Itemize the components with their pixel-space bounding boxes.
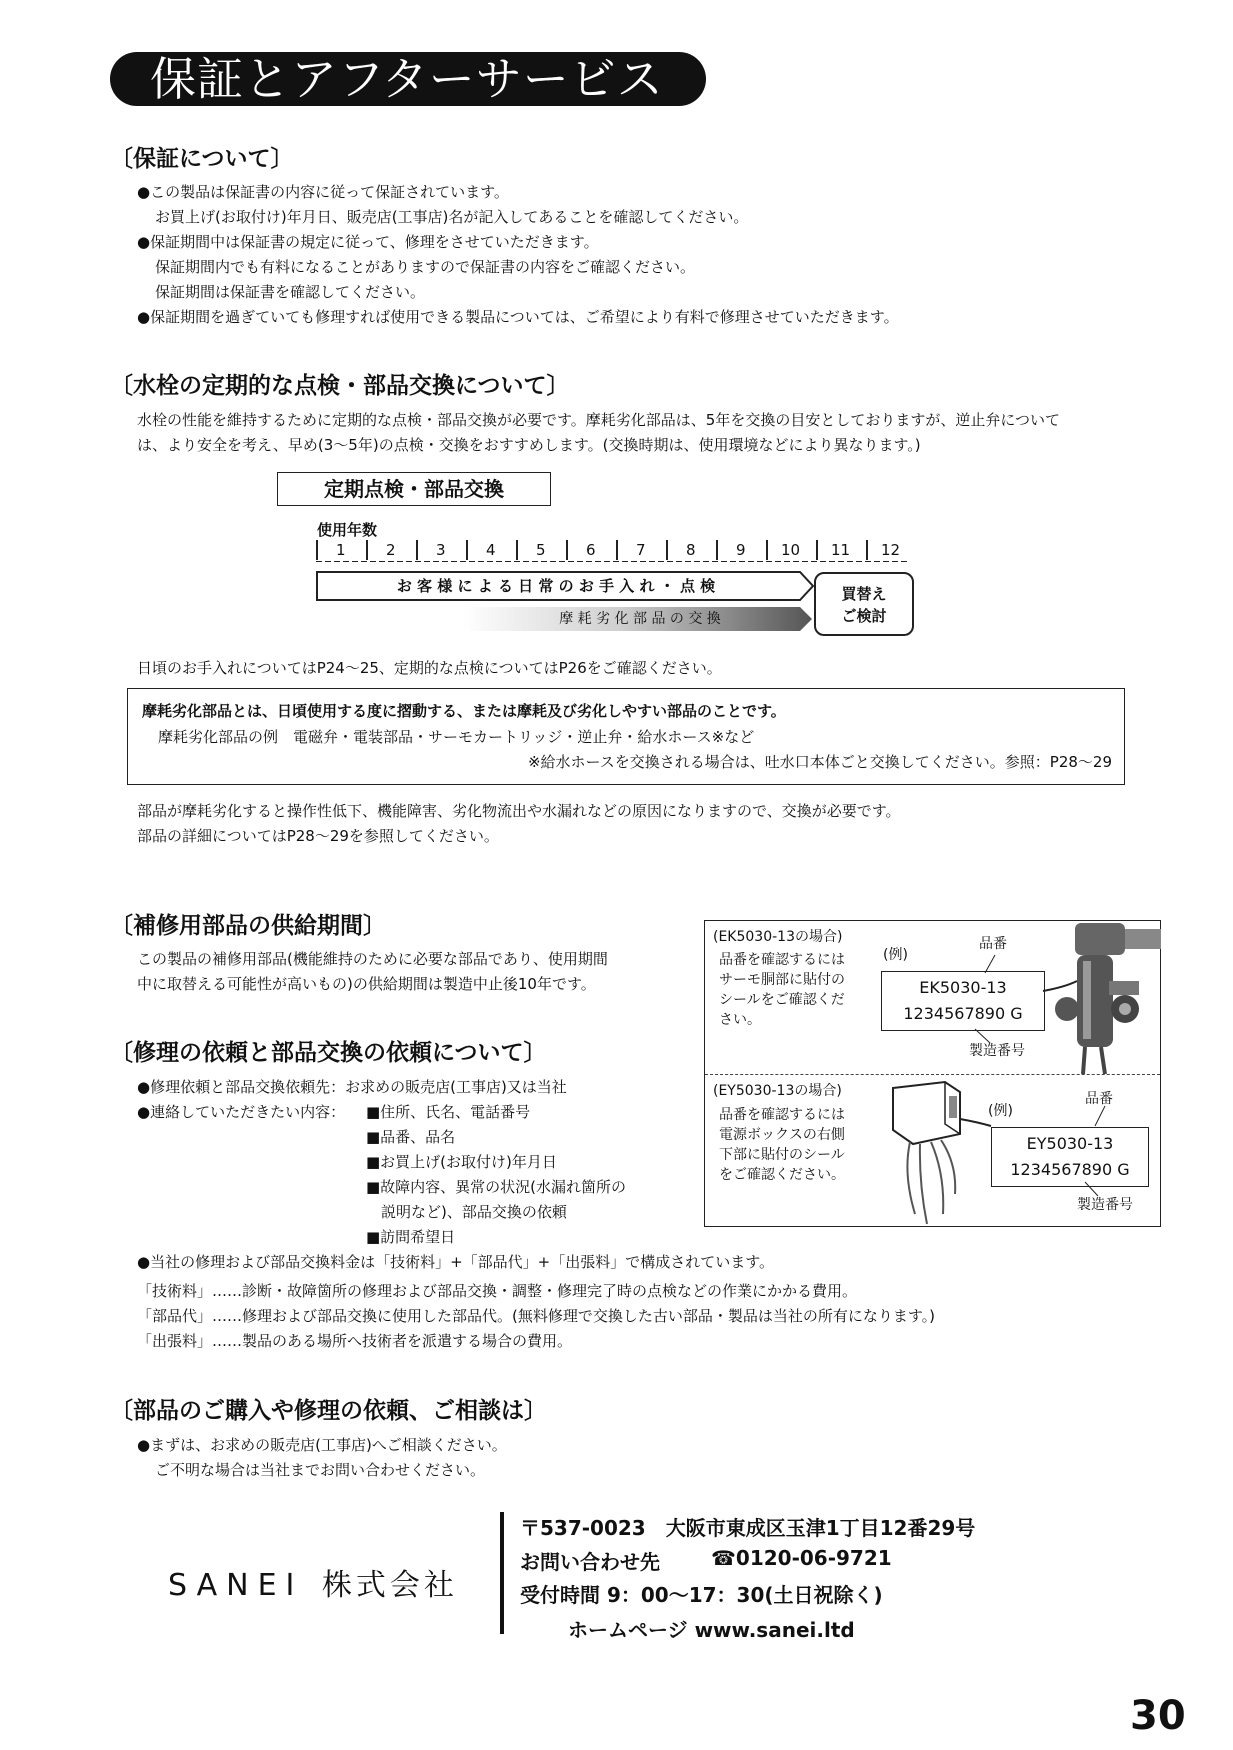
company-hours: 受付時間 9：00〜17：30(土日祝除く) xyxy=(520,1583,883,1607)
repair-info-item: 説明など)、部品交換の依頼 xyxy=(381,1203,567,1221)
years-scale xyxy=(316,540,910,564)
inspection-intro: は、より安全を考え、早め(3〜5年)の点検・交換をおすすめします。(交換時期は、使用環境などにより異なります。) xyxy=(137,436,921,454)
year-tick: 6 xyxy=(586,541,596,559)
warranty-line: ●保証期間を過ぎていても修理すれば使用できる製品については、ご希望により有料で修理させていただきます。 xyxy=(137,308,899,326)
inspection-after: 部品の詳細についてはP28〜29を参照してください。 xyxy=(137,827,499,845)
case1-faucet-illustration xyxy=(705,921,1162,1074)
repair-heading: 〔修理の依頼と部品交換の依頼について〕 xyxy=(110,1040,547,1066)
warranty-line: 保証期間内でも有料になることがありますので保証書の内容をご確認ください。 xyxy=(155,258,696,276)
diagram-title: 定期点検・部品交換 xyxy=(277,472,551,506)
case2-example: (例) xyxy=(988,1103,1013,1119)
year-tick: 10 xyxy=(781,541,801,559)
repair-fee: 「出張料」……製品のある場所へ技術者を派遣する場合の費用。 xyxy=(137,1332,573,1350)
repair-info-item: ■故障内容、異常の状況(水漏れ箇所の xyxy=(366,1178,627,1196)
company-contact-label: お問い合わせ先 xyxy=(520,1550,660,1574)
year-tick: 7 xyxy=(636,541,646,559)
warranty-heading: 〔保証について〕 xyxy=(110,146,294,172)
case1-desc-line: さい。 xyxy=(719,1012,761,1028)
case1-model: EK5030-13 xyxy=(919,978,1007,997)
year-tick: 8 xyxy=(686,541,696,559)
case2-power-box-illustration xyxy=(705,1074,1162,1227)
case2-model: EY5030-13 xyxy=(1026,1134,1114,1153)
year-tick: 4 xyxy=(486,541,496,559)
purchase-line: ご不明な場合は当社までお問い合わせください。 xyxy=(155,1461,486,1479)
repair-info-item: ■お買上げ(お取付け)年月日 xyxy=(366,1153,557,1171)
repair-fee: 「技術料」……診断・故障箇所の修理および部品交換・調整・修理完了時の点検などの作業にかかる費用。 xyxy=(137,1282,858,1300)
daily-care-label: お 客 様 に よ る 日 常 の お 手 入 れ ・ 点 検 xyxy=(396,577,716,595)
case2-desc-line: をご確認ください。 xyxy=(719,1167,845,1183)
definition-line: ※給水ホースを交換される場合は、吐水口本体ごと交換してください。参照：P28〜29 xyxy=(527,753,1112,771)
company-suffix: 株式会社 xyxy=(321,1568,458,1603)
definition-line: 摩耗劣化部品の例 電磁弁・電装部品・サーモカートリッジ・逆止弁・給水ホース※など xyxy=(158,728,755,746)
replacement-line: ご検討 xyxy=(841,607,887,625)
case2-serial: 1234567890 G xyxy=(1010,1160,1130,1179)
inspection-note: 日頃のお手入れについてはP24〜25、定期的な点検についてはP26をご確認ください。 xyxy=(137,659,722,677)
warranty-line: 保証期間は保証書を確認してください。 xyxy=(155,283,426,301)
supply-line: この製品の補修用部品(機能維持のために必要な部品であり、使用期間 xyxy=(137,950,608,968)
company-homepage: ホームページ www.sanei.ltd xyxy=(568,1618,855,1642)
replacement-box xyxy=(814,572,914,636)
repair-info-item: ■品番、品名 xyxy=(366,1128,456,1146)
repair-fee-line: ●当社の修理および部品交換料金は「技術料」+「部品代」+「出張料」で構成されています。 xyxy=(137,1253,775,1271)
definition-box xyxy=(127,688,1125,785)
case2-serial-label: 製造番号 xyxy=(1077,1197,1133,1213)
year-tick: 2 xyxy=(386,541,396,559)
page-number: 30 xyxy=(1130,1693,1186,1739)
case1-serial: 1234567890 G xyxy=(903,1004,1023,1023)
case1-desc-line: サーモ胴部に貼付の xyxy=(719,972,845,988)
company-divider xyxy=(500,1512,504,1634)
year-tick: 9 xyxy=(736,541,746,559)
inspection-intro: 水栓の性能を維持するために定期的な点検・部品交換が必要です。摩耗劣化部品は、5年を交換の目安としておりますが、逆止弁について xyxy=(137,411,1061,429)
case1-desc-line: シールをご確認くだ xyxy=(719,992,845,1008)
company-logo-text: SANEI xyxy=(168,1568,304,1603)
supply-line: 中に取替える可能性が高いもの)の供給期間は製造中止後10年です。 xyxy=(137,975,596,993)
warranty-line: お買上げ(お取付け)年月日、販売店(工事店)名が記入してあることを確認してください。 xyxy=(155,208,749,226)
case2-desc-line: 品番を確認するには xyxy=(719,1107,845,1123)
definition-line: 摩耗劣化部品とは、日頃使用する度に摺動する、または摩耗及び劣化しやすい部品のことです。 xyxy=(142,702,786,720)
company-name xyxy=(168,1560,458,1604)
year-tick: 11 xyxy=(831,541,851,559)
case2-part-label: 品番 xyxy=(1085,1091,1113,1107)
repair-fee: 「部品代」……修理および部品交換に使用した部品代。(無料修理で交換した古い部品・製品は当社の所有になります。) xyxy=(137,1307,936,1325)
case1-example: (例) xyxy=(883,947,908,963)
repair-info-item: ■訪問希望日 xyxy=(366,1228,456,1246)
parts-exchange-label: 摩 耗 劣 化 部 品 の 交 換 xyxy=(559,611,721,627)
year-tick: 5 xyxy=(536,541,546,559)
repair-info-item: ■住所、氏名、電話番号 xyxy=(366,1103,531,1121)
company-phone: ☎0120-06-9721 xyxy=(711,1546,892,1570)
year-tick: 3 xyxy=(436,541,446,559)
warranty-line: ●この製品は保証書の内容に従って保証されています。 xyxy=(137,183,509,201)
page-title: 保証とアフターサービス xyxy=(110,52,706,106)
inspection-heading: 〔水栓の定期的な点検・部品交換について〕 xyxy=(110,373,570,399)
repair-info-label: ●連絡していただきたい内容： xyxy=(137,1103,346,1121)
years-label: 使用年数 xyxy=(317,521,378,539)
year-tick: 1 xyxy=(336,541,346,559)
case1-serial-label: 製造番号 xyxy=(969,1043,1025,1059)
case1-title: (EK5030-13の場合) xyxy=(713,929,843,945)
case1-part-label: 品番 xyxy=(979,936,1007,952)
product-label-panel xyxy=(704,920,1161,1227)
case2-title: (EY5030-13の場合) xyxy=(713,1083,842,1099)
case2-desc-line: 下部に貼付のシール xyxy=(719,1147,845,1163)
case1-desc-line: 品番を確認するには xyxy=(719,952,845,968)
supply-heading: 〔補修用部品の供給期間〕 xyxy=(110,913,386,939)
repair-contact: ●修理依頼と部品交換依頼先：お求めの販売店(工事店)又は当社 xyxy=(137,1078,567,1096)
inspection-after: 部品が摩耗劣化すると操作性低下、機能障害、劣化物流出や水漏れなどの原因になりますので、交換が必要です。 xyxy=(137,802,901,820)
replacement-line: 買替え xyxy=(841,585,887,603)
warranty-line: ●保証期間中は保証書の規定に従って、修理をさせていただきます。 xyxy=(137,233,599,251)
purchase-line: ●まずは、お求めの販売店(工事店)へご相談ください。 xyxy=(137,1436,507,1454)
case2-desc-line: 電源ボックスの右側 xyxy=(719,1127,845,1143)
company-address: 〒537-0023 大阪市東成区玉津1丁目12番29号 xyxy=(520,1516,976,1540)
purchase-heading: 〔部品のご購入や修理の依頼、ご相談は〕 xyxy=(110,1398,547,1424)
year-tick: 12 xyxy=(881,541,901,559)
